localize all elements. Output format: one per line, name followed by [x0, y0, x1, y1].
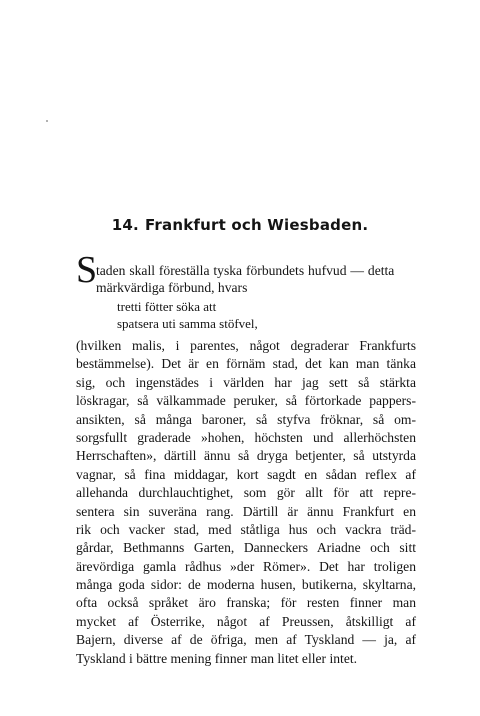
intro-line: taden skall föreställa tyska förbundets hufvud — detta	[96, 263, 395, 278]
chapter-title: Frankfurt och Wiesbaden.	[144, 216, 369, 234]
body-line: sorgsfullt graderade »hohen, höchsten und allerhöchsten	[76, 429, 416, 445]
body-line: Herrschaften», därtill ännu så dryga betjenter, så utstyrda	[76, 448, 416, 464]
chapter-number: 14.	[111, 216, 139, 234]
chapter-heading	[0, 216, 480, 234]
verse-quote	[117, 298, 258, 332]
body-line: gårdar, Bethmanns Garten, Danneckers Ariadne och sitt	[76, 540, 416, 556]
intro-paragraph	[76, 249, 396, 297]
body-line: många goda sidor: de moderna husen, butikerna, skyltarna,	[76, 577, 416, 593]
body-line: löskragar, så välkammade peruker, så förtorkade pappers-	[76, 393, 416, 409]
verse-line: spatsera uti samma stöfvel,	[117, 316, 258, 331]
body-paragraph	[76, 337, 416, 668]
body-line: allehanda durchlauchtighet, som gör allt för att repre-	[76, 485, 416, 501]
verse-line: tretti fötter söka att	[117, 299, 217, 314]
intro-line: märkvärdiga förbund, hvars	[96, 280, 248, 295]
body-line: ärevördiga gamla rådhus »der Römer». Det har troligen	[76, 558, 416, 574]
body-line: ansikten, så många baroner, så styfva fröknar, så om-	[76, 411, 416, 427]
body-line: rik och vacker stad, med ståtliga hus och vackra träd-	[76, 521, 416, 537]
body-line: ofta också språket äro franska; för resten finner man	[76, 595, 416, 611]
body-line: mycket af Österrike, något af Preussen, åtskilligt af	[76, 613, 416, 629]
body-line: Tyskland i bättre mening finner man litet eller intet.	[76, 650, 358, 666]
paper-speck	[46, 120, 48, 122]
body-line: vagnar, så fina middagar, kort sagdt en sådan reflex af	[76, 466, 416, 482]
body-line: sentera sin suveräna rang. Därtill är ännu Frankfurt en	[76, 503, 416, 519]
body-line: (hvilken malis, i parentes, något degraderar Frankfurts	[76, 338, 416, 353]
body-line: Bajern, diverse af de öfriga, men af Tyskland — ja, af	[76, 632, 416, 648]
body-line: bestämmelse). Det är en förnäm stad, det kan man tänka	[76, 356, 416, 372]
drop-cap: S	[76, 249, 98, 291]
body-line: sig, och ingenstädes i världen har jag sett så stärkta	[76, 374, 416, 390]
